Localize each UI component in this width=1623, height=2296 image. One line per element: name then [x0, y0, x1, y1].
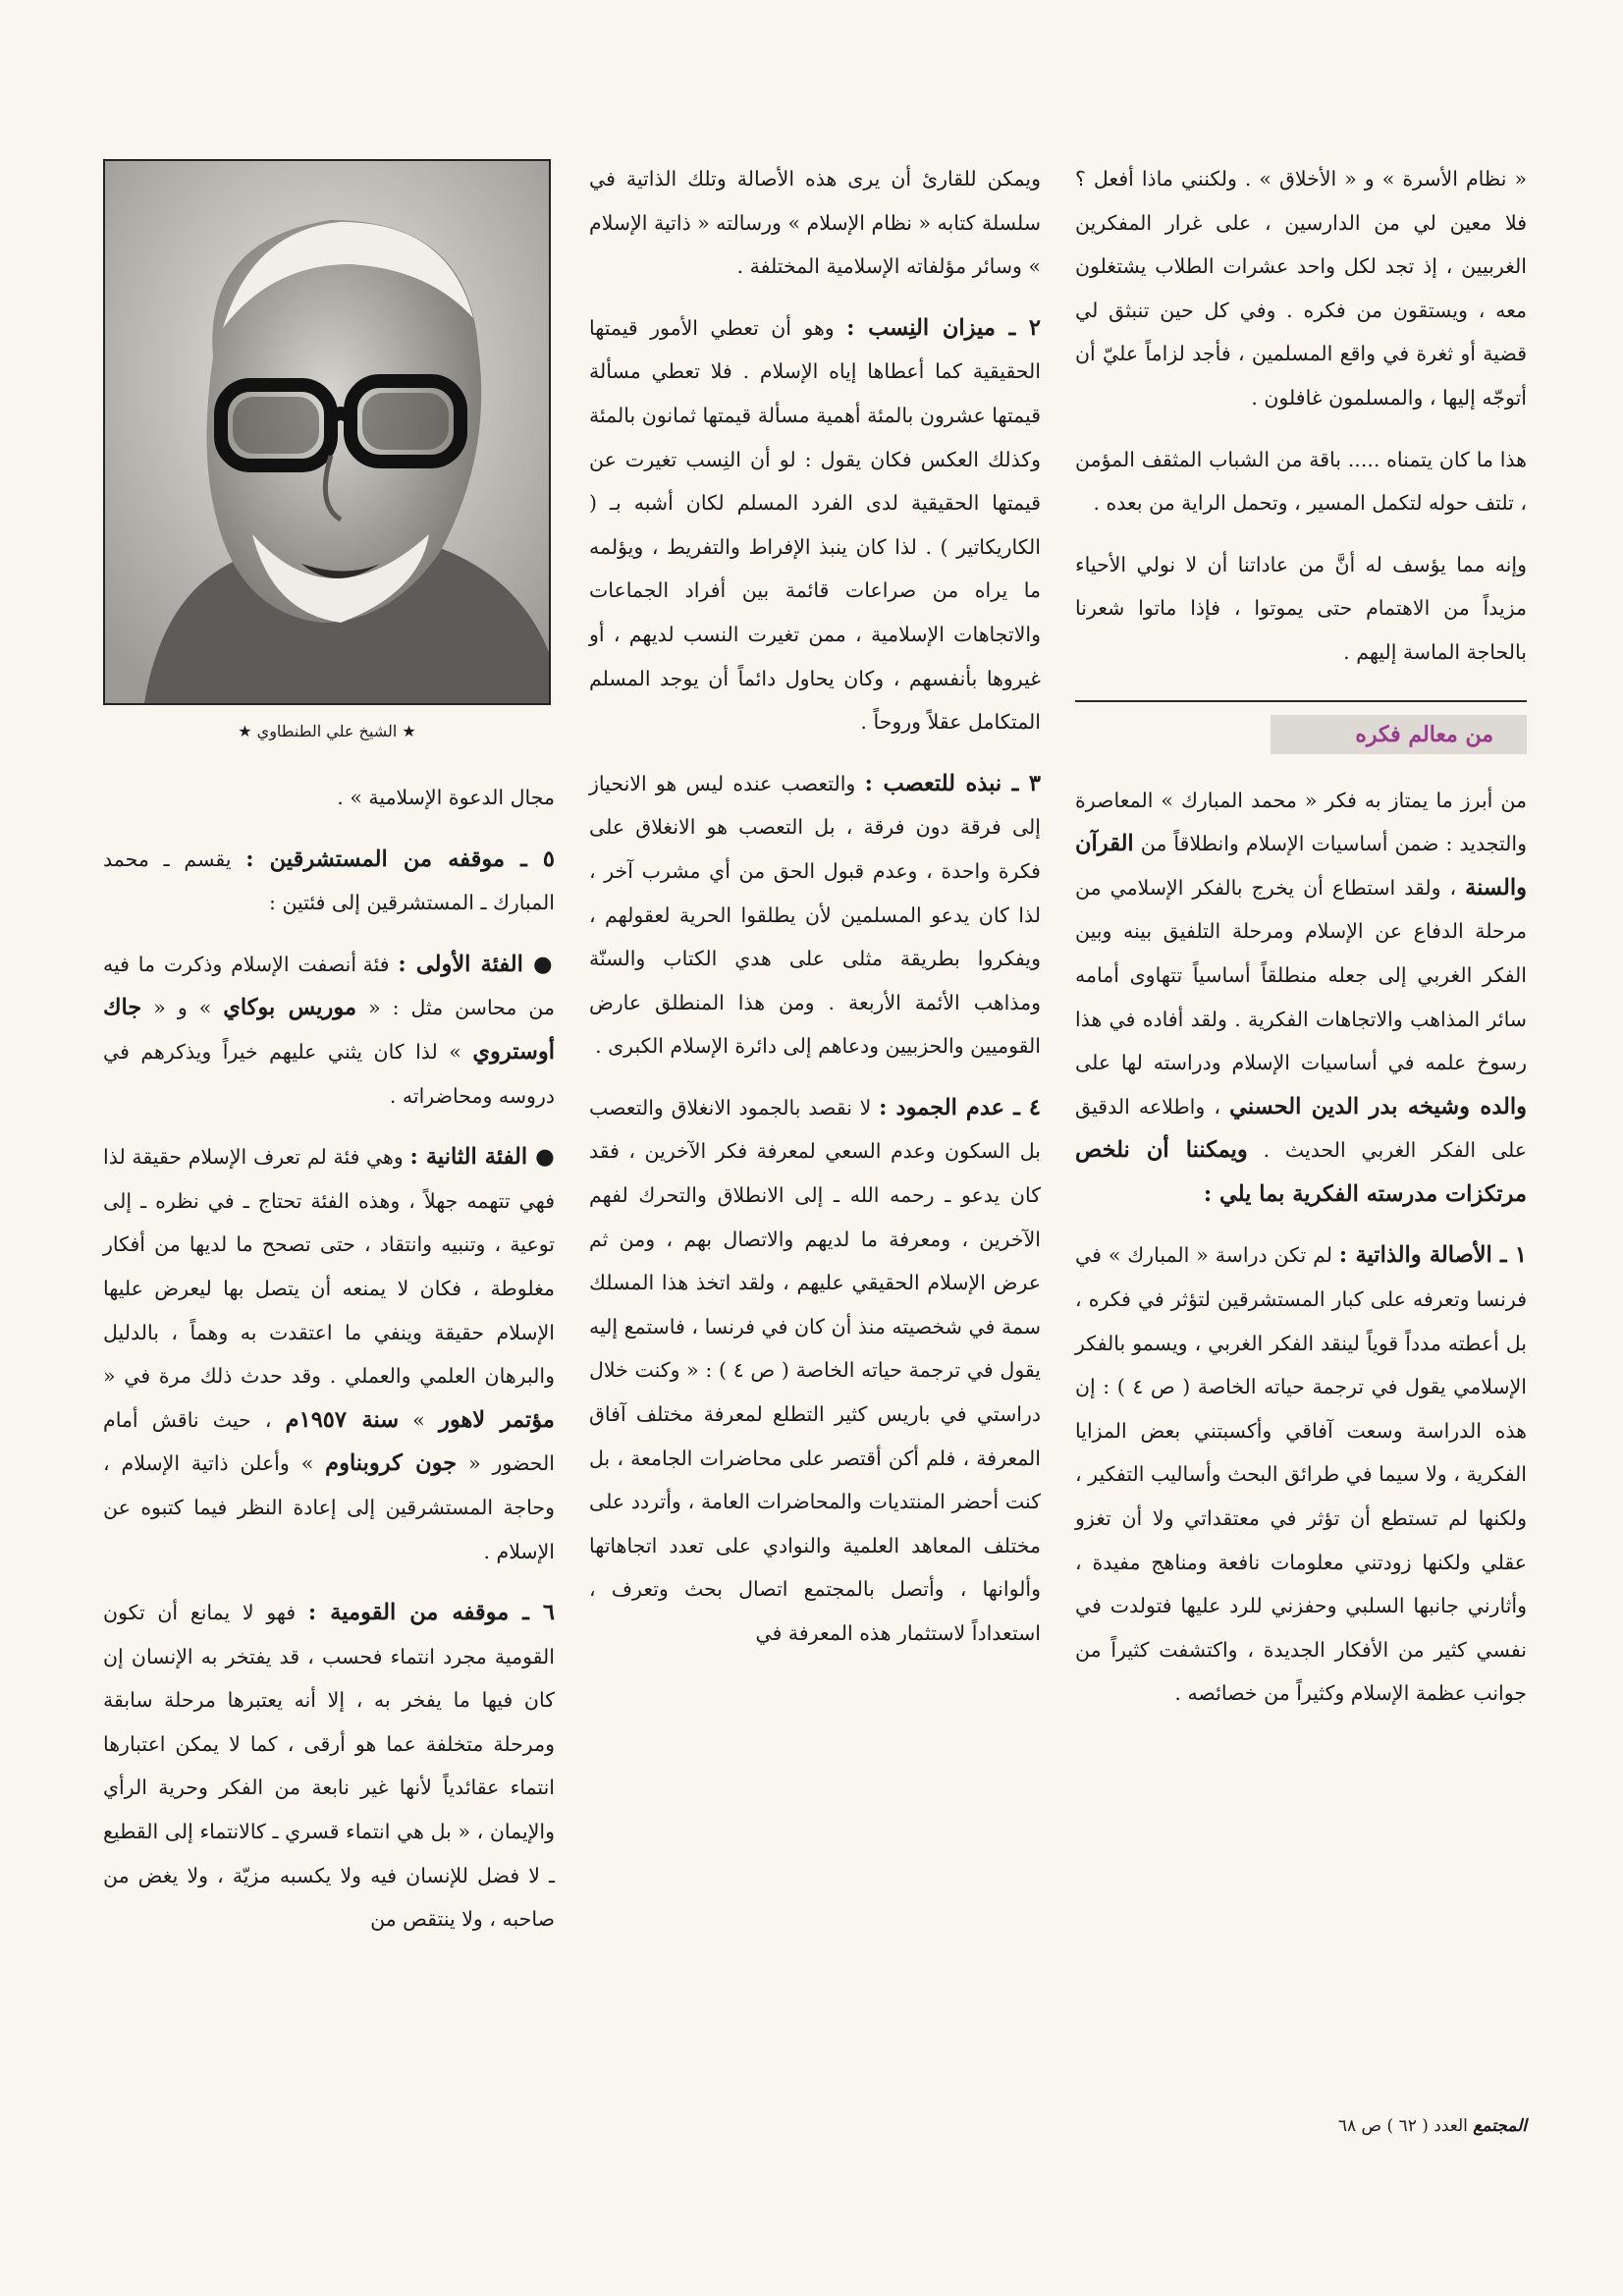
- bold-name: موريس بوكاي: [223, 995, 357, 1021]
- photo-caption: ★ الشيخ علي الطنطاوي ★: [238, 722, 416, 740]
- paragraph: ٣ ـ نبذه للتعصب : والتعصب عنده ليس هو الانحياز إلى فرقة دون فرقة ، بل التعصب هو الانغلاق على فكرة واحدة ، وعدم قبول الحق من أي مشرب آخر ، لذا كان يدعو المسلمين لأن يطلقوا الحرية لعقولهم ، ويفكروا بطريقة مثلى على هدي الكتاب والسنّة ومذاهب الأئمة الأربعة . ومن هذا المنطلق عارض القوميين والحزبيين ودعاهم إلى دائرة الإسلام الكبرى .: [589, 770, 1041, 1059]
- subheading: ١ ـ الأصالة والذاتية :: [1338, 1242, 1527, 1269]
- paragraph: من أبرز ما يمتاز به فكر « محمد المبارك » المعاصرة والتجديد : ضمن أساسيات الإسلام وانطلاقاً من القرآن والسنة ، ولقد استطاع أن يخرج بالفكر الإسلامي من مرحلة الدفاع عن الإسلام ومرحلة التلفيق بينه وبين الفكر الغربي إلى جعله منطلقاً أساسياً تتهاوى أمامه سائر المذاهب والاتجاهات الفكرية . ولقد أفاده في هذا رسوخ علمه في أساسيات الإسلام ودراسته لها على والده وشيخه بدر الدين الحسني ، واطلاعه الدقيق على الفكر الغربي الحديث . ويمكننا أن نلخص مرتكزات مدرسته الفكرية بما يلي :: [1075, 788, 1527, 1207]
- bold-phrase: والده وشيخه بدر الدين الحسني: [1229, 1093, 1527, 1120]
- paragraph: هذا ما كان يتمناه ..... باقة من الشباب المثقف المؤمن ، تلتف حوله لتكمل المسير ، وتحمل الراية من بعده .: [1075, 447, 1527, 516]
- issue-page: العدد ( ٦٢ ) ص ٦٨: [1337, 2116, 1468, 2136]
- paragraph: ٢ ـ ميزان النِسب : وهو أن تعطي الأمور قيمتها الحقيقية كما أعطاها إياه الإسلام . فلا تعطي مسألة قيمتها عشرون بالمئة أهمية مسألة قيمتها ثمانون بالمئة وكذلك العكس فكان يقول : لو أن النِسب تغيرت عن قيمتها الحقيقية لدى الفرد المسلم لكان أشبه بـ ( الكاريكاتير ) . لذا كان ينبذ الإفراط والتفريط ، ويؤلمه ما يراه من صراعات قائمة بين أفراد الجماعات والاتجاهات الإسلامية ، ممن تغيرت النسب لديهم ، أو غيروها بأنفسهم ، وكان يحاول دائماً أن يوجد المسلم المتكامل عقلاً وروحاً .: [589, 314, 1041, 735]
- paragraph: وإنه مما يؤسف له أنَّ من عاداتنا أن لا نولي الأحياء مزيداً من الاهتمام حتى يموتوا ، فإذا ماتوا شعرنا بالحاجة الماسة إليهم .: [1075, 552, 1527, 664]
- bold-name: مؤتمر لاهور: [438, 1406, 555, 1433]
- magazine-name: المجتمع: [1473, 2116, 1527, 2136]
- subheading: ٢ ـ ميزان النِسب :: [846, 314, 1041, 341]
- subheading: ٤ ـ عدم الجمود :: [879, 1094, 1041, 1121]
- page-footer: [1080, 2111, 1527, 2141]
- section-header: [1075, 700, 1527, 757]
- column-middle: [589, 157, 1041, 1673]
- paragraph: ٥ ـ موقفه من المستشرقين : يقسم ـ محمد المبارك ـ المستشرقين إلى فئتين :: [103, 846, 555, 915]
- column-right: [1075, 157, 1527, 1733]
- bold-name: جاك أوستروي: [103, 995, 555, 1065]
- bold-date: سنة ١٩٥٧م: [285, 1406, 400, 1433]
- portrait-photo: [103, 159, 551, 705]
- paragraph: ● الفئة الأولى : فئة أنصفت الإسلام وذكرت ما فيه من محاسن مثل : « موريس بوكاي » و « جاك أوستروي » لذا كان يثني عليهم خيراً ويذكرهم في دروسه ومحاضراته .: [103, 951, 555, 1108]
- bold-phrase: ويمكننا أن نلخص مرتكزات مدرسته الفكرية بما يلي :: [1075, 1137, 1527, 1207]
- bold-name: جون كروبناوم: [325, 1450, 458, 1477]
- bold-phrase: القرآن والسنة: [1075, 831, 1527, 901]
- paragraph: ٦ ـ موقفه من القومية : فهو لا يمانع أن تكون القومية مجرد انتماء فحسب ، قد يفتخر به الإنسان إن كان فيها ما يفخر به ، إلا أنه يعتبرها مرحلة سابقة ومرحلة متخلفة عما هو أرقى ، كما لا يمكن اعتبارها انتماء عقائدياً لأنها غير نابعة من الفكر وحرية الرأي والإيمان ، « بل هي انتماء قسري ـ كالانتماء إلى القطيع ـ لا فضل للإنسان فيه ولا يكسبه مزيّة ، ولا يغض من صاحبه ، ولا ينتقص من: [103, 1600, 555, 1932]
- subheading: ٣ ـ نبذه للتعصب :: [864, 770, 1041, 796]
- section-title: من معالم فكره: [1271, 715, 1527, 754]
- paragraph: ويمكن للقارئ أن يرى هذه الأصالة وتلك الذاتية في سلسلة كتابه « نظام الإسلام » ورسالته « ذاتية الإسلام » وسائر مؤلفاته الإسلامية المختلفة .: [589, 167, 1041, 279]
- subheading: ٦ ـ موقفه من القومية :: [307, 1600, 555, 1626]
- paragraph: مجال الدعوة الإسلامية » .: [337, 786, 555, 809]
- paragraph: ● الفئة الثانية : وهي فئة لم تعرف الإسلام حقيقة لذا فهي تتهمه جهلاً ، وهذه الفئة تحتاج ـ في نظره ـ إلى توعية ، وتنبيه وانتقاد ، حتى تصحح ما لديها من أفكار مغلوطة ، فكان لا يمنعه أن يتصل بها ليعرض عليها الإسلام حقيقة وينفي ما اعتقدت به وهماً ، بالدليل والبرهان العلمي والعملي . وقد حدث ذلك مرة في « مؤتمر لاهور » سنة ١٩٥٧م ، حيث ناقش أمام الحضور « جون كروبناوم » وأعلن ذاتية الإسلام ، وحاجة المستشرقين إلى إعادة النظر فيما كتبوه عن الإسلام .: [103, 1144, 555, 1563]
- subheading: ● الفئة الأولى :: [398, 951, 555, 977]
- subheading: ● الفئة الثانية :: [409, 1144, 555, 1171]
- subheading: ٥ ـ موقفه من المستشرقين :: [245, 846, 555, 872]
- paragraph: « نظام الأسرة » و « الأخلاق » . ولكنني ماذا أفعل ؟ فلا معين لي من الدارسين ، على غرار المفكرين الغربيين ، إذ تجد لكل واحد عشرات الطلاب يشتغلون معه ، ويستقون من فكره . وفي كل حين تنبثق لي قضية أو ثغرة في واقع المسلمين ، فأجد لزاماً عليّ أن أتوجّه إليها ، والمسلمون غافلون .: [1075, 167, 1527, 410]
- paragraph: ٤ ـ عدم الجمود : لا نقصد بالجمود الانغلاق والتعصب بل السكون وعدم السعي لمعرفة فكر الآخرين ، فقد كان يدعو ـ رحمه الله ـ إلى الانطلاق والتحرك لفهم الآخرين ، ومعرفة ما لديهم والاتصال بهم ، ومن ثم عرض الإسلام الحقيقي عليهم ، ولقد اتخذ هذا المسلك سمة في شخصيته منذ أن كان في فرنسا ، فاستمع إليه يقول في ترجمة حياته الخاصة ( ص ٤ ) : « وكنت خلال دراستي في باريس كثير التطلع لمعرفة مختلف آفاق المعرفة ، فلم أكن أقتصر على محاضرات الجامعة ، بل كنت أحضر المنتديات والمحاضرات العامة ، وأتردد على مختلف المعاهد العلمية والنوادي على تعدد اتجاهاتها وألوانها ، وأتصل بالمجتمع اتصال بحث وتعرف ، استعداداً لاستثمار هذه المعرفة في: [589, 1094, 1041, 1645]
- paragraph: ١ ـ الأصالة والذاتية : لم تكن دراسة « المبارك » في فرنسا وتعرفه على كبار المستشرقين لتؤثر في فكره ، بل أعطته مدداً قوياً لينقد الفكر الغربي ، ويسمو بالفكر الإسلامي يقول في ترجمة حياته الخاصة ( ص ٤ ) : إن هذه الدراسة وسعت آفاقي وأكسبتني بعض المزايا الفكرية ، ولا سيما في طرائق البحث وأساليب التفكير ، ولكنها لم تستطع أن تؤثر في معتقداتي ولا أن تغزو عقلي ولكنها زودتني معلومات نافعة ومناهج مفيدة ، وأثارني جانبها السلبي وحفزني للرد عليها فتولدت في نفسي كثير من الأفكار الجديدة ، واكتشفت كثيراً من جوانب عظمة الإسلام وكثيراً من خصائصه .: [1075, 1242, 1528, 1706]
- column-left: [103, 776, 555, 1959]
- portrait-photo-icon: [105, 161, 549, 703]
